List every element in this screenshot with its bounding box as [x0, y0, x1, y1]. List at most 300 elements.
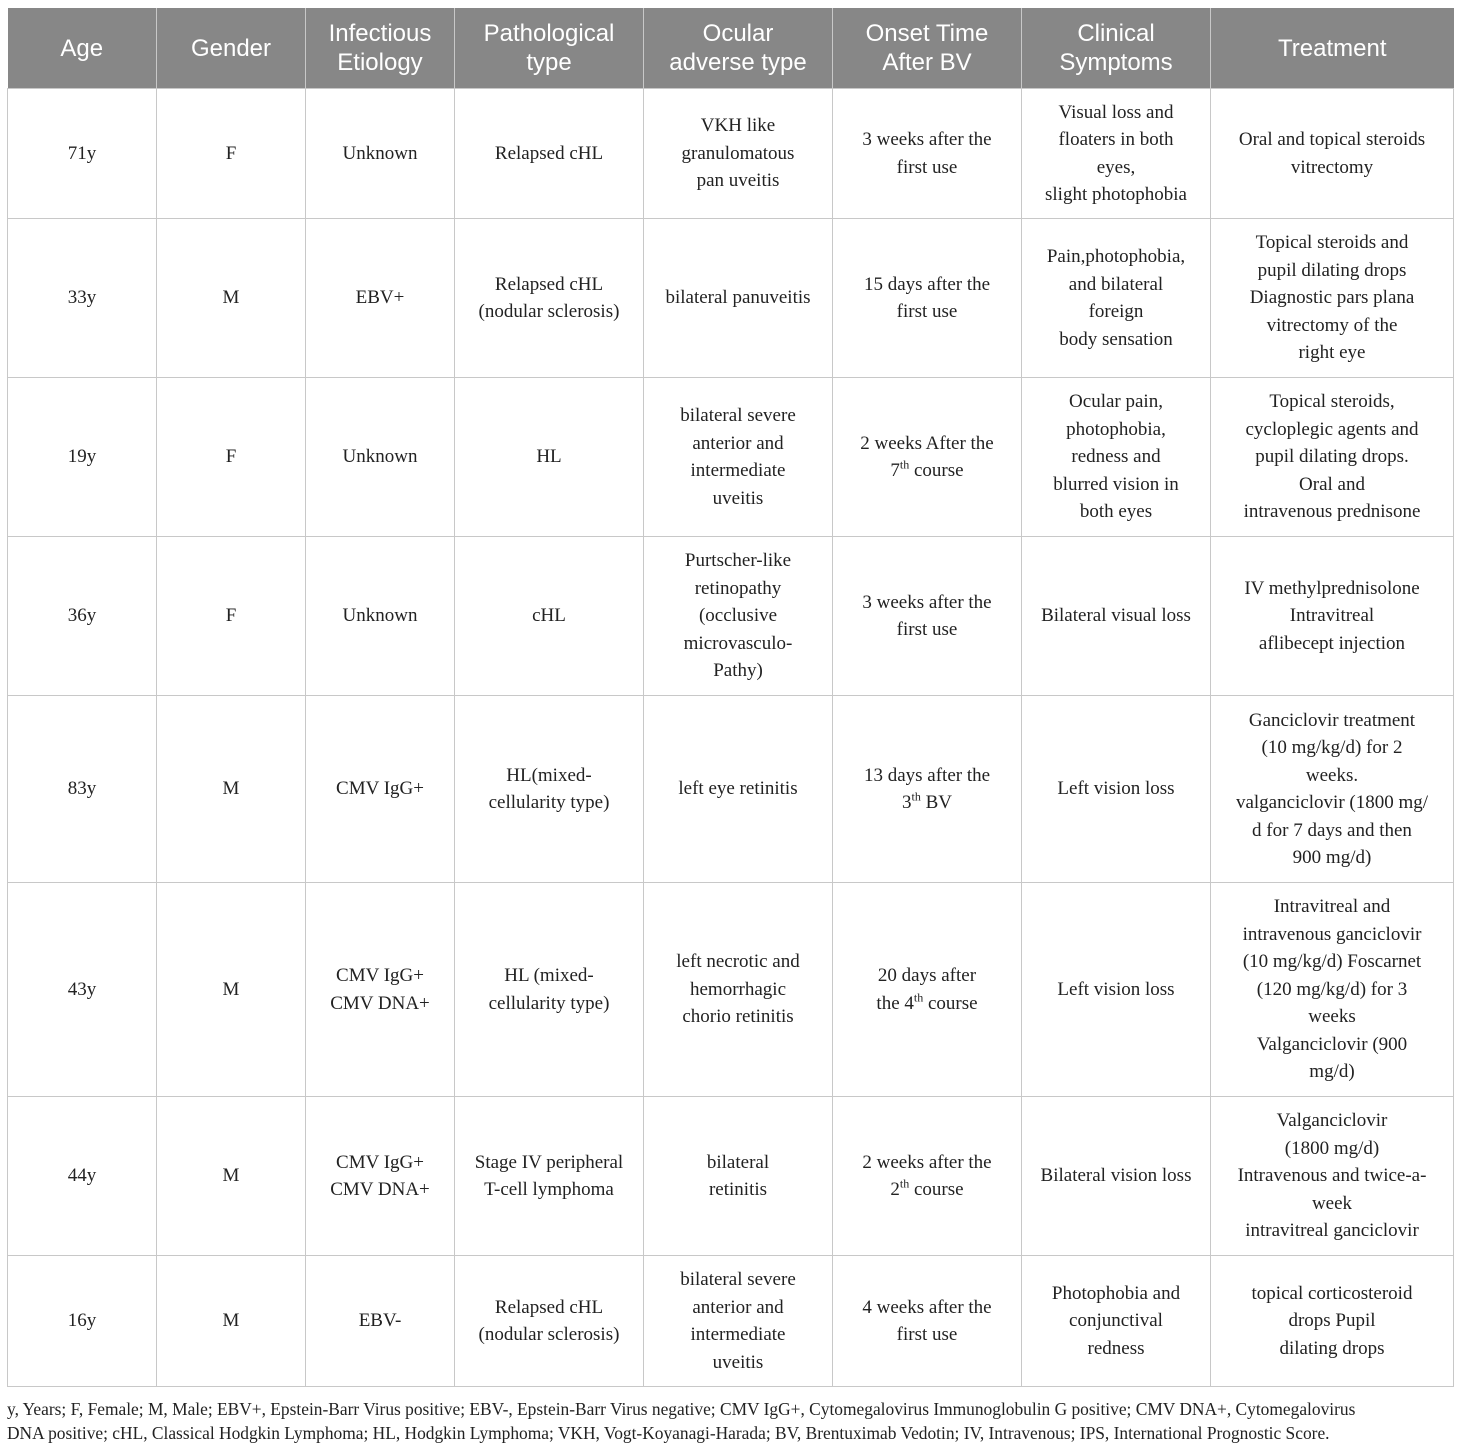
cell-text-line — [1028, 498, 1204, 526]
cell-text-line — [461, 990, 637, 1018]
cell-text: the 4 — [876, 992, 914, 1014]
case-table-container — [7, 8, 1453, 1387]
cell-text: pan uveitis — [696, 170, 780, 192]
cell-text-line — [839, 589, 1015, 617]
cell-text-line — [1217, 498, 1447, 526]
cell-text: CMV IgG+ — [336, 1151, 424, 1173]
cell-text-line — [1217, 154, 1447, 182]
cell-text: both eyes — [1079, 501, 1153, 523]
cell-text-line — [1217, 844, 1447, 872]
table-cell — [1211, 696, 1454, 883]
cell-text: 71y — [67, 142, 97, 164]
cell-text-line — [839, 298, 1015, 326]
cell-text-line — [461, 443, 637, 471]
cell-text: mg/d) — [1309, 1061, 1355, 1083]
cell-text: F — [225, 142, 237, 164]
cell-text-line — [1028, 243, 1204, 271]
cell-text-line — [1028, 271, 1204, 299]
cell-text: first use — [896, 1324, 958, 1345]
table-cell — [8, 219, 157, 378]
cell-text: Intravenous and twice-a- — [1237, 1165, 1427, 1187]
column-header — [833, 8, 1022, 89]
table-cell — [8, 378, 157, 537]
cell-text-line — [14, 976, 150, 1004]
cell-text: body sensation — [1059, 328, 1173, 350]
cell-text-suffix: course — [909, 1179, 964, 1200]
cell-text: blurred vision in — [1053, 473, 1179, 495]
cell-text: 4 weeks after the — [862, 1296, 992, 1318]
cell-text-line — [1217, 1217, 1447, 1245]
table-cell — [644, 1097, 833, 1256]
cell-text: pupil dilating drops. — [1255, 446, 1409, 468]
cell-text-line — [1217, 1058, 1447, 1086]
table-cell — [833, 883, 1022, 1097]
cell-text-line — [312, 602, 448, 630]
cell-text-line — [312, 140, 448, 168]
footnote-line: DNA positive; cHL, Classical Hodgkin Lymphoma; HL, Hodgkin Lymphoma; VKH, Vogt-Koyanagi-Harada; BV, Brentuximab Vedotin; IV, Intravenous; IPS, International Prognostic Score. — [7, 1423, 1330, 1443]
cell-text: weeks — [1308, 1006, 1356, 1028]
cell-text: intravitreal ganciclovir — [1245, 1220, 1419, 1242]
table-cell — [8, 1256, 157, 1387]
cell-text-line — [1028, 1280, 1204, 1308]
cell-text: valganciclovir (1800 mg/ — [1235, 792, 1429, 813]
cell-text: CMV DNA+ — [330, 992, 430, 1014]
column-header-label: Pathological — [483, 20, 615, 47]
table-cell — [8, 537, 157, 696]
table-cell — [1022, 883, 1211, 1097]
cell-text-line — [1217, 762, 1447, 790]
cell-text-line — [839, 271, 1015, 299]
cell-text-line — [461, 298, 637, 326]
column-header-label: Gender — [190, 34, 272, 62]
cell-text: uveitis — [712, 1351, 764, 1373]
cell-text: (1800 mg/d) — [1284, 1137, 1380, 1159]
cell-text-suffix: course — [923, 992, 978, 1014]
table-cell — [306, 89, 455, 219]
cell-text-line — [461, 789, 637, 817]
cell-text-line — [1217, 575, 1447, 603]
table-cell — [157, 883, 306, 1097]
cell-text-line — [650, 402, 826, 430]
cell-text-line — [839, 962, 1015, 990]
cell-text-line — [163, 140, 299, 168]
cell-text-line — [312, 1176, 448, 1204]
cell-text-line — [1217, 893, 1447, 921]
cell-text: Pain,photophobia, — [1046, 246, 1186, 267]
cell-text-line — [650, 140, 826, 168]
cell-text: Stage IV peripheral — [474, 1151, 624, 1173]
cell-text: cHL — [532, 605, 566, 627]
column-header-label: Infectious — [328, 20, 432, 47]
table-cell — [833, 537, 1022, 696]
cell-text: (10 mg/kg/d) for 2 — [1261, 737, 1403, 758]
cell-text-line — [1217, 257, 1447, 285]
table-cell — [455, 1097, 644, 1256]
table-cell — [306, 696, 455, 883]
cell-text: M — [222, 978, 240, 1000]
table-cell — [157, 378, 306, 537]
cell-text-line — [650, 775, 826, 803]
cell-text: Oral and topical steroids — [1238, 129, 1426, 150]
cell-text: weeks. — [1305, 764, 1359, 786]
cell-text: 83y — [67, 778, 97, 800]
cell-text: retinitis — [708, 1179, 768, 1200]
cell-text-line — [163, 775, 299, 803]
cell-text: and bilateral — [1068, 273, 1164, 295]
cell-text: HL (mixed- — [504, 965, 594, 986]
cell-text: Topical steroids and — [1255, 232, 1409, 254]
cell-text-line — [1028, 1335, 1204, 1363]
cell-text-line — [839, 154, 1015, 182]
cell-text: 3 — [902, 792, 912, 813]
table-cell — [833, 219, 1022, 378]
cell-text: 20 days after — [877, 965, 977, 986]
cell-text: 2 weeks after the — [862, 1151, 992, 1173]
cell-text: EBV- — [358, 1310, 402, 1332]
case-table — [7, 8, 1454, 1387]
table-cell — [644, 1256, 833, 1387]
cell-text: Purtscher-like — [684, 550, 792, 572]
cell-text: bilateral severe — [680, 405, 796, 426]
cell-text: uveitis — [712, 487, 764, 509]
cell-text: cycloplegic agents and — [1245, 418, 1419, 440]
cell-text-line — [1217, 1280, 1447, 1308]
cell-text-line — [1217, 1335, 1447, 1363]
cell-text: intermediate — [690, 1324, 786, 1345]
cell-text: T-cell lymphoma — [484, 1179, 614, 1200]
cell-text-line — [650, 602, 826, 630]
ordinal-suffix: th — [911, 789, 921, 804]
cell-text-line — [312, 990, 448, 1018]
cell-text: drops Pupil — [1288, 1310, 1376, 1332]
cell-text: Unknown — [342, 605, 418, 627]
cell-text-line — [163, 602, 299, 630]
cell-text: conjunctival — [1069, 1310, 1163, 1332]
cell-text: cellularity type) — [488, 992, 610, 1014]
column-header — [8, 8, 157, 89]
cell-text: IV methylprednisolone — [1244, 577, 1420, 599]
cell-text: Bilateral visual loss — [1041, 605, 1191, 627]
cell-text-line — [163, 1162, 299, 1190]
cell-text-line — [461, 1176, 637, 1204]
cell-text: Bilateral vision loss — [1040, 1165, 1192, 1187]
cell-text: Intravitreal — [1289, 605, 1375, 627]
cell-text-line — [461, 271, 637, 299]
cell-text: eyes, — [1096, 156, 1136, 178]
cell-text: Left vision loss — [1057, 978, 1175, 1000]
cell-text-line — [163, 1307, 299, 1335]
cell-text: F — [225, 446, 237, 468]
table-cell — [306, 1097, 455, 1256]
cell-text-line — [650, 575, 826, 603]
cell-text: Unknown — [342, 446, 418, 468]
table-cell — [1022, 537, 1211, 696]
cell-text-line — [1217, 707, 1447, 735]
cell-text: floaters in both — [1058, 129, 1174, 150]
cell-text-line — [1217, 817, 1447, 845]
table-cell — [644, 696, 833, 883]
cell-text-line — [163, 976, 299, 1004]
cell-text: 900 mg/d) — [1292, 847, 1372, 868]
cell-text: 16y — [67, 1310, 97, 1332]
cell-text-line — [1217, 443, 1447, 471]
table-cell — [1211, 1256, 1454, 1387]
cell-text: Relapsed cHL — [494, 142, 604, 164]
table-cell — [157, 1256, 306, 1387]
cell-text: Relapsed cHL — [494, 273, 604, 295]
cell-text-line — [461, 602, 637, 630]
table-cell — [455, 1256, 644, 1387]
cell-text: Visual loss and — [1058, 101, 1174, 123]
cell-text-line — [839, 762, 1015, 790]
cell-text-line — [1028, 775, 1204, 803]
cell-text: first use — [896, 301, 958, 322]
column-header-label: Clinical — [1077, 20, 1155, 47]
cell-text: anterior and — [692, 432, 784, 454]
table-cell — [306, 883, 455, 1097]
cell-text-line — [1028, 126, 1204, 154]
cell-text-line — [1028, 298, 1204, 326]
cell-text-line — [650, 948, 826, 976]
table-row — [8, 696, 1454, 883]
cell-text-line — [650, 167, 826, 195]
column-header — [644, 8, 833, 89]
footnote-line: y, Years; F, Female; M, Male; EBV+, Epstein-Barr Virus positive; EBV-, Epstein-Barr Virus negative; CMV IgG+, Cytomegalovirus Immunoglobulin G positive; CMV DNA+, Cytomegalovirus — [7, 1399, 1356, 1419]
cell-text: pupil dilating drops — [1257, 259, 1407, 281]
cell-text-line — [1217, 630, 1447, 658]
cell-text-line — [839, 616, 1015, 644]
cell-text: (nodular sclerosis) — [478, 301, 620, 322]
cell-text: M — [222, 1165, 240, 1187]
cell-text-suffix: BV — [920, 792, 952, 813]
cell-text: bilateral — [706, 1151, 770, 1173]
column-header — [1022, 8, 1211, 89]
cell-text-line — [839, 1294, 1015, 1322]
cell-text-line — [839, 789, 1015, 817]
cell-text-line — [650, 430, 826, 458]
cell-text: 15 days after the — [863, 273, 991, 295]
cell-text-line — [650, 1294, 826, 1322]
cell-text-line — [1217, 921, 1447, 949]
table-cell — [644, 378, 833, 537]
table-cell — [1211, 883, 1454, 1097]
table-cell — [1211, 219, 1454, 378]
column-header-label: type — [526, 49, 572, 76]
cell-text-line — [650, 1003, 826, 1031]
cell-text: Photophobia and — [1051, 1282, 1181, 1304]
column-header-label: After BV — [882, 49, 972, 76]
table-body — [8, 89, 1454, 1387]
cell-text: 33y — [67, 287, 97, 309]
cell-text: HL — [536, 446, 562, 468]
cell-text-line — [312, 443, 448, 471]
table-cell — [1022, 1256, 1211, 1387]
cell-text-line — [14, 140, 150, 168]
cell-text-line — [1028, 181, 1204, 209]
cell-text: Topical steroids, — [1269, 391, 1395, 413]
table-cell — [455, 378, 644, 537]
cell-text: foreign — [1088, 301, 1144, 322]
column-header-label: Treatment — [1278, 34, 1387, 62]
cell-text-line — [14, 443, 150, 471]
table-cell — [455, 219, 644, 378]
column-header-label: Ocular — [702, 20, 774, 47]
cell-text: 3 weeks after the — [862, 129, 992, 150]
cell-text: granulomatous — [681, 142, 795, 164]
cell-text-line — [312, 775, 448, 803]
cell-text-line — [1028, 602, 1204, 630]
cell-text: (occlusive — [698, 605, 778, 627]
cell-text: M — [222, 287, 240, 309]
cell-text-line — [1217, 229, 1447, 257]
cell-text: hemorrhagic — [689, 978, 786, 1000]
table-row — [8, 89, 1454, 219]
cell-text: right eye — [1298, 342, 1366, 364]
cell-text-line — [461, 962, 637, 990]
cell-text: F — [225, 605, 237, 627]
table-cell — [157, 696, 306, 883]
cell-text-line — [839, 1321, 1015, 1349]
cell-text: Ganciclovir treatment — [1248, 709, 1416, 731]
cell-text-line — [650, 1266, 826, 1294]
cell-text: slight photophobia — [1045, 184, 1187, 205]
cell-text: redness and — [1071, 446, 1161, 468]
cell-text-line — [461, 1321, 637, 1349]
cell-text: CMV DNA+ — [330, 1179, 430, 1200]
cell-text-line — [1028, 388, 1204, 416]
cell-text: left eye retinitis — [678, 778, 798, 800]
column-header-label: Onset Time — [865, 20, 989, 47]
cell-text-line — [1028, 976, 1204, 1004]
cell-text: CMV IgG+ — [336, 778, 424, 800]
cell-text: (120 mg/kg/d) for 3 — [1256, 978, 1408, 1000]
column-header-label: Etiology — [337, 49, 423, 76]
cell-text-line — [14, 602, 150, 630]
cell-text-line — [312, 1149, 448, 1177]
table-row — [8, 537, 1454, 696]
column-header — [1211, 8, 1454, 89]
cell-text-line — [650, 1349, 826, 1377]
table-cell — [306, 219, 455, 378]
cell-text: 7 — [890, 460, 900, 481]
table-header-row — [8, 8, 1454, 89]
column-header-label: adverse type — [669, 49, 807, 76]
cell-text-line — [839, 990, 1015, 1018]
cell-text: photophobia, — [1066, 418, 1166, 440]
table-cell — [455, 537, 644, 696]
cell-text-line — [650, 485, 826, 513]
table-cell — [1211, 537, 1454, 696]
table-cell — [644, 219, 833, 378]
cell-text-line — [312, 284, 448, 312]
cell-text: dilating drops — [1279, 1337, 1385, 1359]
cell-text-line — [461, 140, 637, 168]
cell-text: (nodular sclerosis) — [478, 1324, 620, 1345]
cell-text-line — [1028, 443, 1204, 471]
cell-text-line — [1217, 602, 1447, 630]
cell-text: intermediate — [690, 460, 786, 481]
cell-text-line — [1217, 1003, 1447, 1031]
cell-text: redness — [1087, 1337, 1145, 1359]
table-cell — [1022, 1097, 1211, 1256]
cell-text: 3 weeks after the — [862, 591, 992, 613]
cell-text-line — [650, 457, 826, 485]
ordinal-suffix: th — [899, 1176, 910, 1191]
column-header — [306, 8, 455, 89]
table-cell — [1022, 696, 1211, 883]
cell-text: (10 mg/kg/d) Foscarnet — [1242, 951, 1422, 973]
cell-text-line — [14, 775, 150, 803]
cell-text-line — [1217, 1135, 1447, 1163]
cell-text-line — [650, 284, 826, 312]
cell-text-line — [650, 1321, 826, 1349]
cell-text: Oral and — [1299, 473, 1365, 495]
cell-text-suffix: course — [909, 460, 964, 481]
cell-text-line — [163, 443, 299, 471]
cell-text: aflibecept injection — [1258, 632, 1406, 654]
table-cell — [1022, 89, 1211, 219]
cell-text-line — [1028, 416, 1204, 444]
cell-text: microvasculo- — [683, 632, 793, 654]
cell-text: 13 days after the — [863, 764, 991, 786]
cell-text: M — [222, 1310, 240, 1332]
cell-text: 36y — [67, 605, 97, 627]
cell-text-line — [163, 284, 299, 312]
cell-text: Left vision loss — [1057, 778, 1175, 800]
cell-text-line — [461, 762, 637, 790]
cell-text-line — [1217, 1031, 1447, 1059]
cell-text-line — [1217, 339, 1447, 367]
cell-text: bilateral severe — [680, 1269, 796, 1290]
table-cell — [157, 89, 306, 219]
table-cell — [8, 696, 157, 883]
cell-text-line — [1217, 312, 1447, 340]
cell-text: Relapsed cHL — [494, 1296, 604, 1318]
cell-text: Ocular pain, — [1069, 391, 1163, 413]
table-row — [8, 1256, 1454, 1387]
cell-text-line — [839, 1176, 1015, 1204]
cell-text-line — [1028, 154, 1204, 182]
cell-text: vitrectomy — [1290, 156, 1374, 178]
cell-text: intravenous prednisone — [1243, 501, 1421, 523]
cell-text-line — [839, 126, 1015, 154]
column-header — [455, 8, 644, 89]
table-cell — [644, 89, 833, 219]
cell-text: HL(mixed- — [506, 764, 592, 786]
table-cell — [1211, 1097, 1454, 1256]
table-cell — [306, 378, 455, 537]
cell-text: EBV+ — [355, 287, 405, 309]
cell-text: VKH like — [700, 115, 776, 137]
cell-text: retinopathy — [694, 577, 782, 599]
table-cell — [1211, 378, 1454, 537]
cell-text-line — [650, 976, 826, 1004]
cell-text-line — [839, 457, 1015, 485]
cell-text: anterior and — [692, 1296, 784, 1318]
ordinal-suffix: th — [899, 457, 910, 472]
cell-text: 2 weeks After the — [860, 432, 994, 454]
cell-text: 2 — [890, 1179, 900, 1200]
cell-text-line — [14, 1307, 150, 1335]
cell-text-line — [839, 430, 1015, 458]
cell-text: M — [222, 778, 240, 800]
cell-text: first use — [896, 619, 958, 640]
cell-text-line — [1217, 789, 1447, 817]
cell-text: intravenous ganciclovir — [1242, 923, 1422, 945]
cell-text-line — [650, 1176, 826, 1204]
table-cell — [455, 883, 644, 1097]
cell-text: left necrotic and — [676, 951, 800, 973]
